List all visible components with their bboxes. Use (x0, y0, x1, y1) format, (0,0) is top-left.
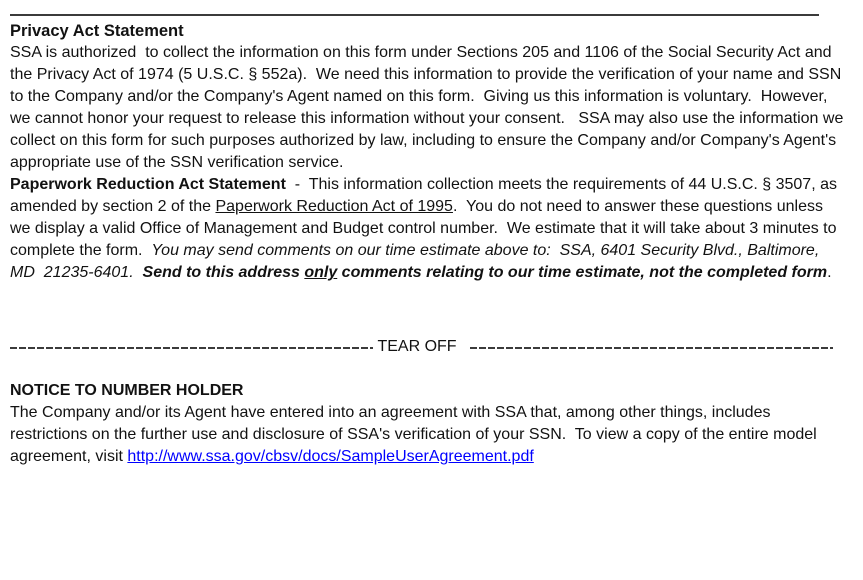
text-run: . (827, 264, 832, 281)
agreement-link[interactable]: http://www.ssa.gov/cbsv/docs/SampleUserAgreement.pdf (127, 448, 534, 465)
document-content (0, 14, 863, 468)
text-run: . You do not need to answer these questions unless we display a valid Office of Management and Budget control number. We estimate that it will take about 3 minutes to complete the form. (10, 198, 841, 259)
notice-body (10, 402, 847, 468)
text-run: The Company and/or its Agent have entered into an agreement with SSA that, among other things, includes restrictions on the further use and disclosure of SSA's verification of your SSN. To view a copy of the entire model agreement, visit (10, 404, 822, 465)
paperwork-heading: Paperwork Reduction Act Statement (10, 176, 286, 193)
text-run: Send to this address (133, 264, 305, 281)
tear-dashes-right (470, 347, 833, 349)
paperwork-paragraph (10, 174, 847, 284)
privacy-act-body: SSA is authorized to collect the information on this form under Sections 205 and 1106 of the Social Security Act and the Privacy Act of 1974 (5 U.S.C. § 552a). We need this information to provide the verification of your name and SSN to the Company and/or the Company's Agent named on this form. Giving us this information is voluntary. However, we cannot honor your request to release this information without your consent. SSA may also use the information we collect on this form for such purposes authorized by law, including to ensure the Company and/or Company's Agent's appropriate use of the SSN verification service. (10, 44, 848, 171)
tear-off-separator (10, 336, 833, 358)
tear-dashes-left (10, 347, 373, 349)
text-run: comments relating to our time estimate, not the completed form (337, 264, 828, 281)
text-run: This information collection meets the requirements of 44 U.S.C. § 3507, as amended by section 2 of the (10, 176, 842, 215)
paperwork-separator: - (285, 176, 309, 193)
text-run: You may send comments on our time estimate above to: SSA, 6401 Security Blvd., Baltimore, MD 21235-6401. (10, 242, 824, 281)
notice-heading: NOTICE TO NUMBER HOLDER (10, 382, 244, 399)
text-run: only (304, 264, 338, 281)
tear-off-label: TEAR OFF (377, 338, 457, 355)
text-run: Paperwork Reduction Act of 1995 (215, 198, 453, 215)
privacy-act-heading: Privacy Act Statement (10, 22, 184, 40)
top-rule (10, 14, 819, 16)
